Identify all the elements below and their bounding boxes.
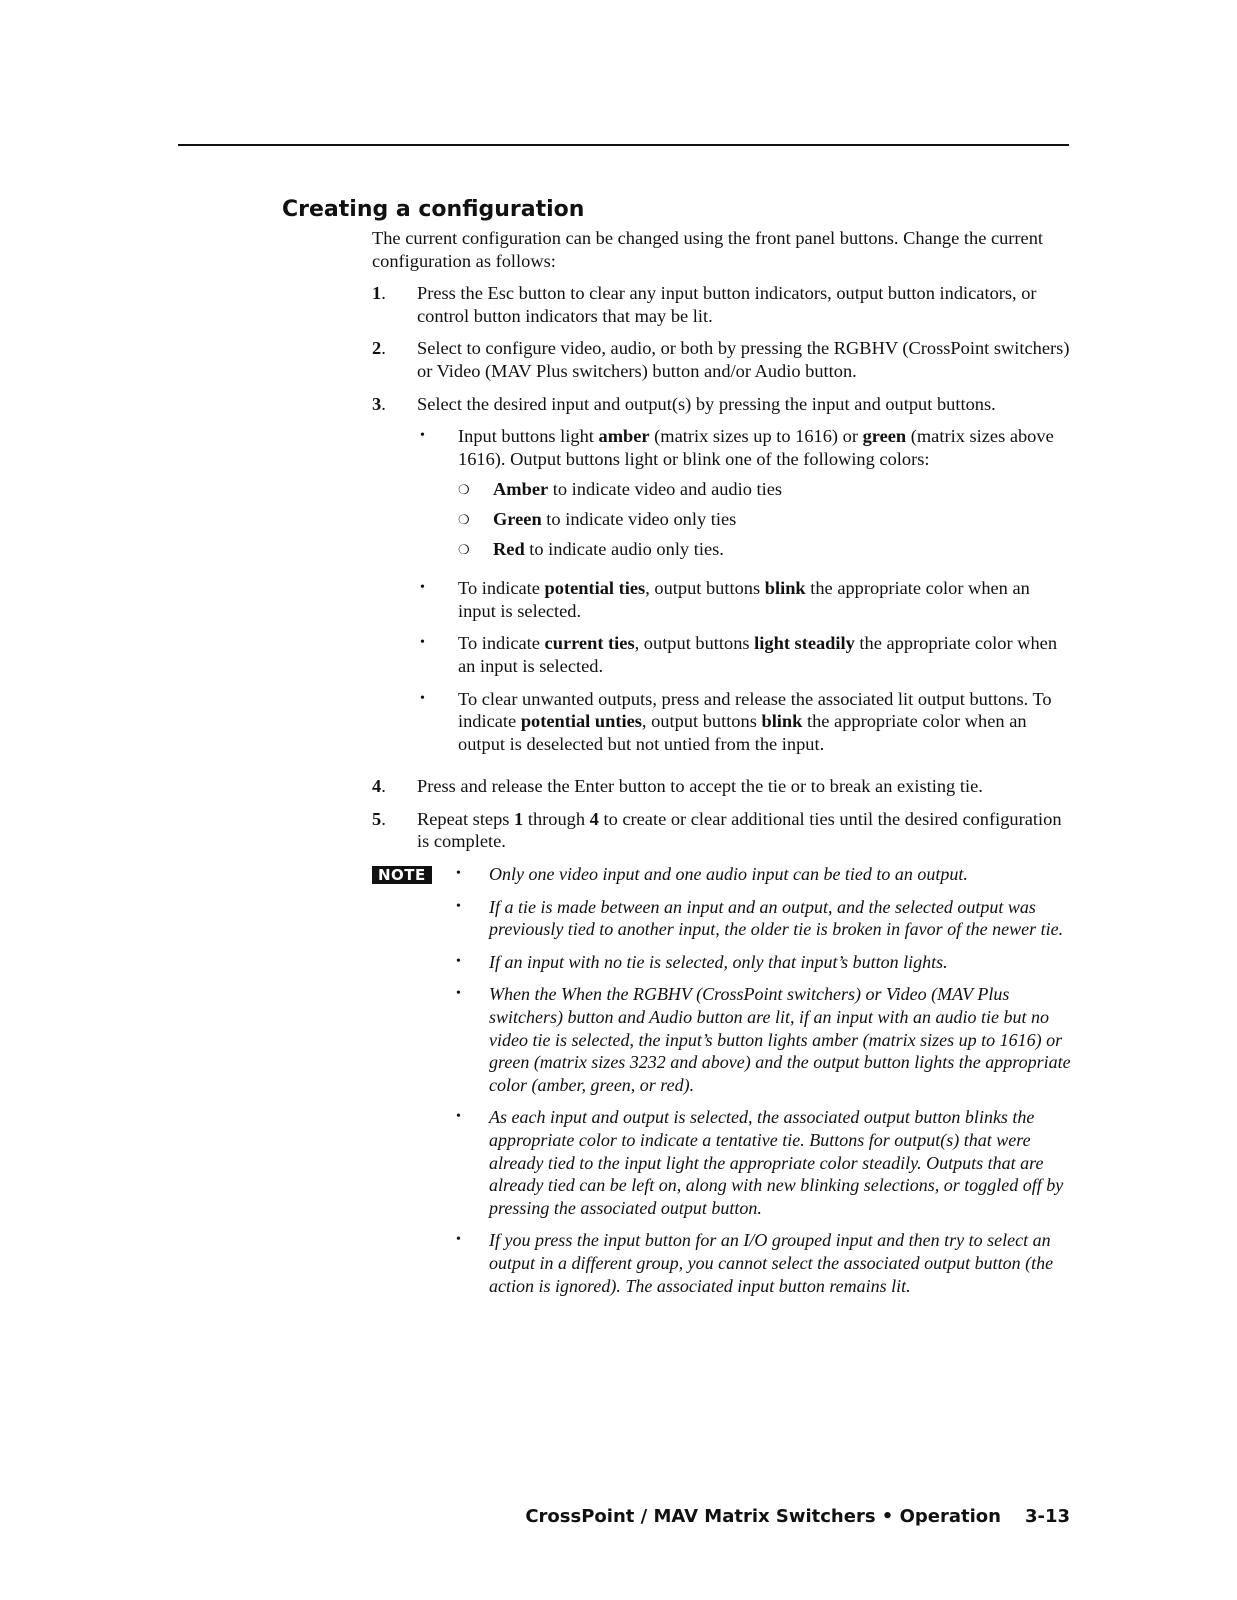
note-block [372,863,1072,1307]
footer-title: CrossPoint / MAV Matrix Switchers • Operation [525,1506,1001,1527]
circle-bullet-icon: ❍ [458,541,470,557]
bullet-icon: • [420,690,425,706]
step-text: Press the Esc button to clear any input button indicators, output button indicators, or control button indicators that may be lit. [417,283,1037,326]
color-item-amber: ❍ Amber to indicate video and audio ties [458,478,1072,501]
bullet-icon: • [456,866,461,882]
intro-paragraph: The current configuration can be changed using the front panel buttons. Change the current configuration as follows: [372,228,1044,271]
color-list [458,478,1072,560]
step-4 [372,775,1072,798]
step-text: Press and release the Enter button to accept the tie or to break an existing tie. [417,776,983,797]
note-item: • If a tie is made between an input and an output, and the selected output was previously tied to another input, the older tie is broken in favor of the newer tie. [450,896,1072,941]
bullet-icon: • [420,428,425,444]
page-number: 3-13 [1024,1506,1070,1527]
step-number: 5. [372,808,386,829]
bullet-item-current-ties: • To indicate current ties, output buttons light steadily the appropriate color when an input is selected. [417,632,1072,677]
step-number: 2. [372,338,386,359]
bullet-icon: • [456,898,461,914]
step-text: Select the desired input and output(s) by pressing the input and output buttons. [417,393,996,414]
bullet-item-input-colors: • Input buttons light amber (matrix sizes up to 1616) or green (matrix sizes above 1616). Output buttons light or blink one of the following colors: ❍ Amber to indicate video and audio ties ❍ Green to indicate video only ties ❍ Red to indicate audio only ties. [417,425,1072,567]
circle-bullet-icon: ❍ [458,482,470,498]
step-text: Repeat steps 1 through 4 to create or clear additional ties until the desired configuration is complete. [417,808,1062,852]
step-5 [372,808,1072,853]
note-item: • If you press the input button for an I/O grouped input and then try to select an output in a different group, you cannot select the associated output button (the action is ignored). The associated input button remains lit. [450,1229,1072,1297]
note-item: • Only one video input and one audio input can be tied to an output. [450,863,1072,886]
note-item: • As each input and output is selected, the associated output button blinks the appropriate color to indicate a tentative tie. Buttons for output(s) that were already tied to the input light the appropriate color steadily. Outputs that are already tied can be left on, along with new blinking selections, or toggled off by pressing the associated output button. [450,1106,1072,1219]
header-rule [178,144,1069,146]
bullet-icon: • [456,1109,461,1125]
bullet-icon: • [456,1232,461,1248]
bullet-icon: • [420,635,425,651]
note-list [450,863,1072,1307]
step-3 [372,393,1072,766]
bullet-icon: • [456,986,461,1002]
bullet-icon: • [456,953,461,969]
bullet-icon: • [420,580,425,596]
step-3-bullets [417,425,1072,755]
step-number: 3. [372,393,386,414]
step-text: Select to configure video, audio, or both by pressing the RGBHV (CrossPoint switchers) or Video (MAV Plus switchers) button and/or Audio button. [417,338,1070,381]
step-1 [372,282,1072,327]
step-number: 1. [372,283,386,304]
bullet-item-potential-ties: • To indicate potential ties, output buttons blink the appropriate color when an input is selected. [417,577,1072,622]
bullet-item-clear-outputs: • To clear unwanted outputs, press and release the associated lit output buttons. To indicate potential unties, output buttons blink the appropriate color when an output is deselected but not untied from the input. [417,688,1072,756]
circle-bullet-icon: ❍ [458,511,470,527]
color-item-green: ❍ Green to indicate video only ties [458,508,1072,531]
page-footer [480,1505,1070,1529]
color-item-red: ❍ Red to indicate audio only ties. [458,538,1072,561]
section-body [372,227,1072,1307]
section-heading: Creating a configuration [282,197,585,222]
note-badge: NOTE [372,866,432,884]
note-item: • When the When the RGBHV (CrossPoint switchers) or Video (MAV Plus switchers) button and Audio button are lit, if an input with an audio tie but no video tie is selected, the input’s button lights amber (matrix sizes up to 1616) or green (matrix sizes 3232 and above) and the output button lights the appropriate color (amber, green, or red). [450,983,1072,1096]
step-number: 4. [372,776,386,797]
step-2 [372,337,1072,382]
note-item: • If an input with no tie is selected, only that input’s button lights. [450,951,1072,974]
